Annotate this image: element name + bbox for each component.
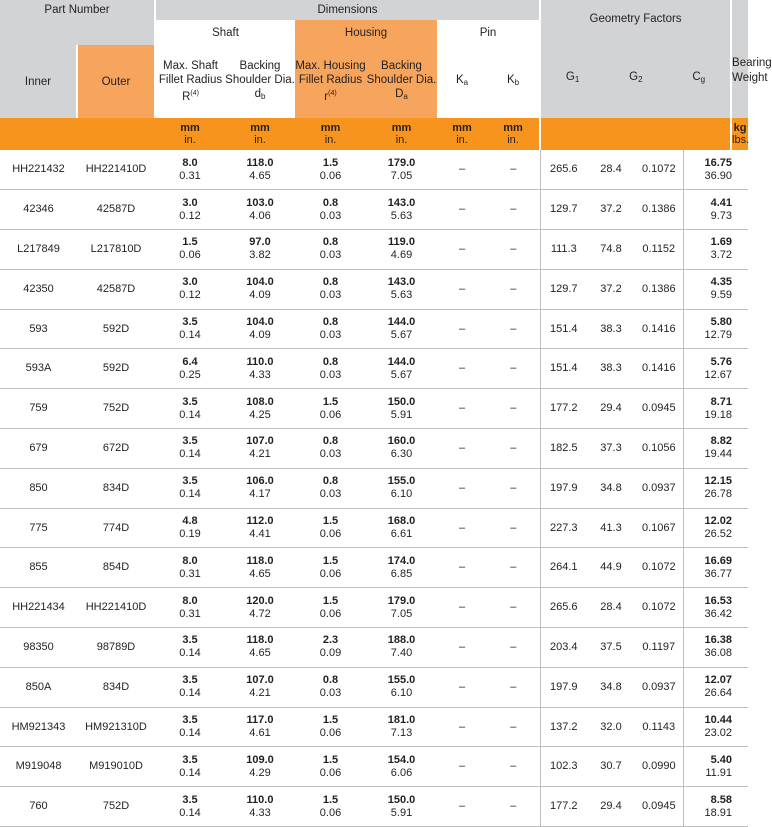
outer-part-cell: HH221410D	[77, 588, 155, 628]
unit-cell: kg lbs.	[731, 118, 748, 150]
table-row	[0, 468, 748, 508]
ka-cell: –	[437, 508, 487, 548]
cg-cell: 0.0937	[635, 667, 683, 707]
outer-part-cell: 834D	[77, 667, 155, 707]
kb-cell: –	[487, 747, 540, 787]
g2-header: $G_2$	[629, 71, 643, 84]
outer-part-cell: 42587D	[77, 190, 155, 230]
g2-cell: 28.4	[587, 150, 635, 190]
shaft-backing-cell: 104.0 4.09	[225, 269, 295, 309]
g2-cell: 28.4	[587, 588, 635, 628]
g1-cell: 177.2	[540, 787, 587, 827]
cg-header: $C_g$	[692, 71, 706, 84]
shaft-fillet-cell: 1.5 0.06	[155, 230, 225, 270]
shaft-header: Shaft	[155, 20, 295, 45]
inner-part-cell: 850	[0, 468, 77, 508]
table-row	[0, 230, 748, 270]
ka-cell: –	[437, 190, 487, 230]
housing-backing-cell: 174.0 6.85	[366, 548, 437, 588]
outer-header: Outer	[77, 45, 155, 118]
shaft-fillet-cell: 3.0 0.12	[155, 190, 225, 230]
weight-cell: 10.44 23.02	[683, 707, 748, 747]
shaft-fillet-cell: 3.5 0.14	[155, 667, 225, 707]
inner-part-cell: HM921343	[0, 707, 77, 747]
weight-cell: 5.76 12.67	[683, 349, 748, 389]
weight-cell: 8.71 19.18	[683, 389, 748, 429]
inner-part-cell: 98350	[0, 628, 77, 668]
ka-cell: –	[437, 429, 487, 469]
shaft-backing-cell: 106.0 4.17	[225, 468, 295, 508]
housing-fillet-cell: 0.8 0.03	[295, 349, 366, 389]
housing-backing-cell: 188.0 7.40	[366, 628, 437, 668]
table-row	[0, 707, 748, 747]
ka-header: $K_a$	[437, 45, 487, 118]
table-row	[0, 349, 748, 389]
g1-cell: 129.7	[540, 269, 587, 309]
cg-cell: 0.1072	[635, 588, 683, 628]
kb-cell: –	[487, 190, 540, 230]
shaft-backing-cell: 118.0 4.65	[225, 548, 295, 588]
kb-cell: –	[487, 468, 540, 508]
g1-cell: 129.7	[540, 190, 587, 230]
g2-cell: 37.2	[587, 190, 635, 230]
shaft-backing-cell: 110.0 4.33	[225, 787, 295, 827]
housing-fillet-cell: 0.8 0.03	[295, 667, 366, 707]
kb-cell: –	[487, 269, 540, 309]
ka-cell: –	[437, 667, 487, 707]
housing-backing-cell: 160.0 6.30	[366, 429, 437, 469]
unit-cell: mm in.	[437, 118, 487, 150]
cg-cell: 0.1197	[635, 628, 683, 668]
kb-cell: –	[487, 628, 540, 668]
shaft-backing-cell: 107.0 4.21	[225, 429, 295, 469]
housing-backing-cell: 143.0 5.63	[366, 269, 437, 309]
housing-fillet-cell: 1.5 0.06	[295, 150, 366, 190]
housing-fillet-cell: 1.5 0.06	[295, 588, 366, 628]
cg-cell: 0.1067	[635, 508, 683, 548]
kb-cell: –	[487, 548, 540, 588]
housing-backing-cell: 150.0 5.91	[366, 389, 437, 429]
ka-cell: –	[437, 707, 487, 747]
outer-part-cell: 752D	[77, 389, 155, 429]
shaft-fillet-cell: 3.5 0.14	[155, 468, 225, 508]
kb-cell: –	[487, 429, 540, 469]
unit-cell: mm in.	[155, 118, 225, 150]
cg-cell: 0.0945	[635, 787, 683, 827]
outer-part-cell: 592D	[77, 309, 155, 349]
housing-fillet-cell: 0.8 0.03	[295, 230, 366, 270]
housing-fillet-cell: 0.8 0.03	[295, 429, 366, 469]
cg-cell: 0.1072	[635, 150, 683, 190]
weight-cell: 12.02 26.52	[683, 508, 748, 548]
inner-part-cell: 760	[0, 787, 77, 827]
unit-cell: mm in.	[225, 118, 295, 150]
inner-part-cell: 855	[0, 548, 77, 588]
housing-backing-cell: 119.0 4.69	[366, 230, 437, 270]
housing-fillet-cell: 0.8 0.03	[295, 309, 366, 349]
g2-cell: 44.9	[587, 548, 635, 588]
kb-cell: –	[487, 667, 540, 707]
housing-backing-cell: 144.0 5.67	[366, 349, 437, 389]
g2-cell: 37.2	[587, 269, 635, 309]
outer-part-cell: 672D	[77, 429, 155, 469]
kb-cell: –	[487, 309, 540, 349]
inner-part-cell: HH221432	[0, 150, 77, 190]
ka-cell: –	[437, 269, 487, 309]
ka-cell: –	[437, 548, 487, 588]
table-row	[0, 269, 748, 309]
housing-fillet-cell: 0.8 0.03	[295, 468, 366, 508]
units-row	[0, 118, 748, 150]
shaft-fillet-cell: 3.5 0.14	[155, 707, 225, 747]
shaft-backing-cell: 97.0 3.82	[225, 230, 295, 270]
g2-cell: 30.7	[587, 747, 635, 787]
housing-fillet-cell: 2.3 0.09	[295, 628, 366, 668]
table-row	[0, 309, 748, 349]
shaft-fillet-cell: 4.8 0.19	[155, 508, 225, 548]
housing-header: Housing	[295, 20, 437, 45]
shaft-backing-cell: 103.0 4.06	[225, 190, 295, 230]
housing-backing-label: Backing Shoulder Dia.	[366, 60, 437, 86]
weight-cell: 1.69 3.72	[683, 230, 748, 270]
inner-part-cell: 679	[0, 429, 77, 469]
cg-cell: 0.0937	[635, 468, 683, 508]
shaft-fillet-cell: 3.5 0.14	[155, 389, 225, 429]
unit-cell: mm in.	[295, 118, 366, 150]
inner-part-cell: 593	[0, 309, 77, 349]
shaft-backing-cell: 117.0 4.61	[225, 707, 295, 747]
g2-cell: 29.4	[587, 787, 635, 827]
weight-cell: 12.15 26.78	[683, 468, 748, 508]
g1-cell: 111.3	[540, 230, 587, 270]
housing-backing-cell: 168.0 6.61	[366, 508, 437, 548]
shaft-fillet-cell: 8.0 0.31	[155, 548, 225, 588]
ka-cell: –	[437, 747, 487, 787]
weight-cell: 4.35 9.59	[683, 269, 748, 309]
geometry-factors-header	[540, 0, 731, 118]
inner-part-cell: 42350	[0, 269, 77, 309]
table-row	[0, 190, 748, 230]
housing-backing-header	[366, 45, 437, 118]
outer-part-cell: HM921310D	[77, 707, 155, 747]
housing-fillet-cell: 1.5 0.06	[295, 548, 366, 588]
shaft-backing-cell: 104.0 4.09	[225, 309, 295, 349]
g1-cell: 151.4	[540, 309, 587, 349]
cg-cell: 0.1386	[635, 269, 683, 309]
inner-part-cell: 775	[0, 508, 77, 548]
geometry-factors-title: Geometry Factors	[589, 13, 682, 25]
table-row	[0, 747, 748, 787]
housing-fillet-cell: 0.8 0.03	[295, 190, 366, 230]
housing-backing-symbol: $D_a$	[395, 88, 408, 101]
g1-cell: 102.3	[540, 747, 587, 787]
cg-cell: 0.1143	[635, 707, 683, 747]
housing-fillet-header	[295, 45, 366, 118]
weight-cell: 12.07 26.64	[683, 667, 748, 707]
shaft-backing-label: Backing Shoulder Dia.	[225, 60, 295, 86]
housing-backing-cell: 143.0 5.63	[366, 190, 437, 230]
kb-cell: –	[487, 230, 540, 270]
shaft-backing-cell: 107.0 4.21	[225, 667, 295, 707]
outer-part-cell: 752D	[77, 787, 155, 827]
weight-cell: 5.40 11.91	[683, 747, 748, 787]
table-row	[0, 150, 748, 190]
housing-fillet-label: Max. Housing Fillet Radius	[295, 60, 366, 87]
g1-cell: 265.6	[540, 150, 587, 190]
outer-part-cell: M919010D	[77, 747, 155, 787]
housing-backing-cell: 179.0 7.05	[366, 150, 437, 190]
housing-fillet-cell: 0.8 0.03	[295, 269, 366, 309]
g2-cell: 38.3	[587, 349, 635, 389]
inner-part-cell: 42346	[0, 190, 77, 230]
cg-cell: 0.1056	[635, 429, 683, 469]
weight-cell: 16.53 36.42	[683, 588, 748, 628]
shaft-backing-cell: 110.0 4.33	[225, 349, 295, 389]
shaft-fillet-cell: 6.4 0.25	[155, 349, 225, 389]
kb-cell: –	[487, 787, 540, 827]
housing-fillet-cell: 1.5 0.06	[295, 707, 366, 747]
inner-part-cell: 593A	[0, 349, 77, 389]
shaft-backing-symbol: $d_b$	[254, 88, 266, 101]
weight-cell: 16.75 36.90	[683, 150, 748, 190]
g2-cell: 74.8	[587, 230, 635, 270]
shaft-fillet-label: Max. Shaft Fillet Radius	[158, 60, 223, 87]
table-row	[0, 389, 748, 429]
housing-backing-cell: 150.0 5.91	[366, 787, 437, 827]
shaft-fillet-cell: 3.5 0.14	[155, 747, 225, 787]
outer-part-cell: 42587D	[77, 269, 155, 309]
outer-part-cell: 854D	[77, 548, 155, 588]
table-row	[0, 548, 748, 588]
shaft-backing-cell: 112.0 4.41	[225, 508, 295, 548]
weight-cell: 8.82 19.44	[683, 429, 748, 469]
unit-cell: mm in.	[487, 118, 540, 150]
housing-backing-cell: 181.0 7.13	[366, 707, 437, 747]
weight-cell: 4.41 9.73	[683, 190, 748, 230]
shaft-backing-cell: 118.0 4.65	[225, 150, 295, 190]
ka-cell: –	[437, 150, 487, 190]
g1-cell: 265.6	[540, 588, 587, 628]
housing-backing-cell: 155.0 6.10	[366, 468, 437, 508]
housing-backing-cell: 155.0 6.10	[366, 667, 437, 707]
housing-fillet-cell: 1.5 0.06	[295, 508, 366, 548]
g2-cell: 32.0	[587, 707, 635, 747]
shaft-fillet-cell: 3.5 0.14	[155, 628, 225, 668]
shaft-backing-cell: 118.0 4.65	[225, 628, 295, 668]
outer-part-cell: 834D	[77, 468, 155, 508]
table-row	[0, 628, 748, 668]
shaft-backing-cell: 108.0 4.25	[225, 389, 295, 429]
bearing-weight-header: Bearing Weight	[731, 0, 748, 118]
g2-cell: 34.8	[587, 667, 635, 707]
ka-cell: –	[437, 787, 487, 827]
housing-fillet-cell: 1.5 0.06	[295, 389, 366, 429]
g2-cell: 37.5	[587, 628, 635, 668]
g1-cell: 197.9	[540, 468, 587, 508]
cg-cell: 0.1416	[635, 309, 683, 349]
cg-cell: 0.1072	[635, 548, 683, 588]
part-number-header: Part Number	[0, 0, 155, 20]
weight-cell: 8.58 18.91	[683, 787, 748, 827]
cg-cell: 0.0990	[635, 747, 683, 787]
table-row	[0, 588, 748, 628]
g1-cell: 137.2	[540, 707, 587, 747]
part-number-spacer	[0, 20, 155, 45]
inner-part-cell: 850A	[0, 667, 77, 707]
table-row	[0, 429, 748, 469]
outer-part-cell: 98789D	[77, 628, 155, 668]
inner-part-cell: HH221434	[0, 588, 77, 628]
table-row	[0, 787, 748, 827]
cg-cell: 0.0945	[635, 389, 683, 429]
g1-cell: 264.1	[540, 548, 587, 588]
g2-cell: 34.8	[587, 468, 635, 508]
ka-cell: –	[437, 349, 487, 389]
shaft-fillet-cell: 3.5 0.14	[155, 787, 225, 827]
outer-part-cell: 592D	[77, 349, 155, 389]
table-row	[0, 667, 748, 707]
housing-fillet-cell: 1.5 0.06	[295, 747, 366, 787]
shaft-fillet-cell: 3.0 0.12	[155, 269, 225, 309]
cg-cell: 0.1386	[635, 190, 683, 230]
g1-cell: 197.9	[540, 667, 587, 707]
inner-part-cell: M919048	[0, 747, 77, 787]
shaft-fillet-header	[155, 45, 225, 118]
g1-cell: 177.2	[540, 389, 587, 429]
shaft-fillet-symbol: $R^{(4)}$	[182, 90, 199, 103]
inner-header: Inner	[0, 45, 77, 118]
inner-part-cell: L217849	[0, 230, 77, 270]
shaft-fillet-cell: 3.5 0.14	[155, 309, 225, 349]
shaft-backing-cell: 109.0 4.29	[225, 747, 295, 787]
g1-cell: 227.3	[540, 508, 587, 548]
ka-cell: –	[437, 230, 487, 270]
shaft-fillet-cell: 8.0 0.31	[155, 588, 225, 628]
kb-cell: –	[487, 588, 540, 628]
housing-backing-cell: 144.0 5.67	[366, 309, 437, 349]
g1-cell: 182.5	[540, 429, 587, 469]
housing-fillet-cell: 1.5 0.06	[295, 787, 366, 827]
weight-cell: 16.38 36.08	[683, 628, 748, 668]
ka-cell: –	[437, 309, 487, 349]
cg-cell: 0.1152	[635, 230, 683, 270]
ka-cell: –	[437, 468, 487, 508]
ka-cell: –	[437, 389, 487, 429]
g2-cell: 41.3	[587, 508, 635, 548]
housing-backing-cell: 179.0 7.05	[366, 588, 437, 628]
kb-cell: –	[487, 150, 540, 190]
table-row	[0, 508, 748, 548]
inner-part-cell: 759	[0, 389, 77, 429]
weight-cell: 16.69 36.77	[683, 548, 748, 588]
pin-header: Pin	[437, 20, 540, 45]
ka-cell: –	[437, 628, 487, 668]
kb-cell: –	[487, 389, 540, 429]
kb-cell: –	[487, 707, 540, 747]
shaft-backing-header	[225, 45, 295, 118]
g1-header: $G_1$	[565, 71, 580, 84]
dimensions-header: Dimensions	[155, 0, 540, 20]
kb-cell: –	[487, 508, 540, 548]
g1-cell: 151.4	[540, 349, 587, 389]
shaft-backing-cell: 120.0 4.72	[225, 588, 295, 628]
outer-part-cell: L217810D	[77, 230, 155, 270]
housing-fillet-symbol: $r^{(4)}$	[324, 90, 337, 103]
g2-cell: 37.3	[587, 429, 635, 469]
g2-cell: 29.4	[587, 389, 635, 429]
kb-header: $K_b$	[487, 45, 540, 118]
geometry-factors-symbols	[541, 70, 730, 87]
outer-part-cell: 774D	[77, 508, 155, 548]
g1-cell: 203.4	[540, 628, 587, 668]
unit-cell: mm in.	[366, 118, 437, 150]
g2-cell: 38.3	[587, 309, 635, 349]
table-body	[0, 118, 748, 827]
kb-cell: –	[487, 349, 540, 389]
weight-cell: 5.80 12.79	[683, 309, 748, 349]
shaft-fillet-cell: 8.0 0.31	[155, 150, 225, 190]
outer-part-cell: HH221410D	[77, 150, 155, 190]
shaft-fillet-cell: 3.5 0.14	[155, 429, 225, 469]
ka-cell: –	[437, 588, 487, 628]
cg-cell: 0.1416	[635, 349, 683, 389]
housing-backing-cell: 154.0 6.06	[366, 747, 437, 787]
